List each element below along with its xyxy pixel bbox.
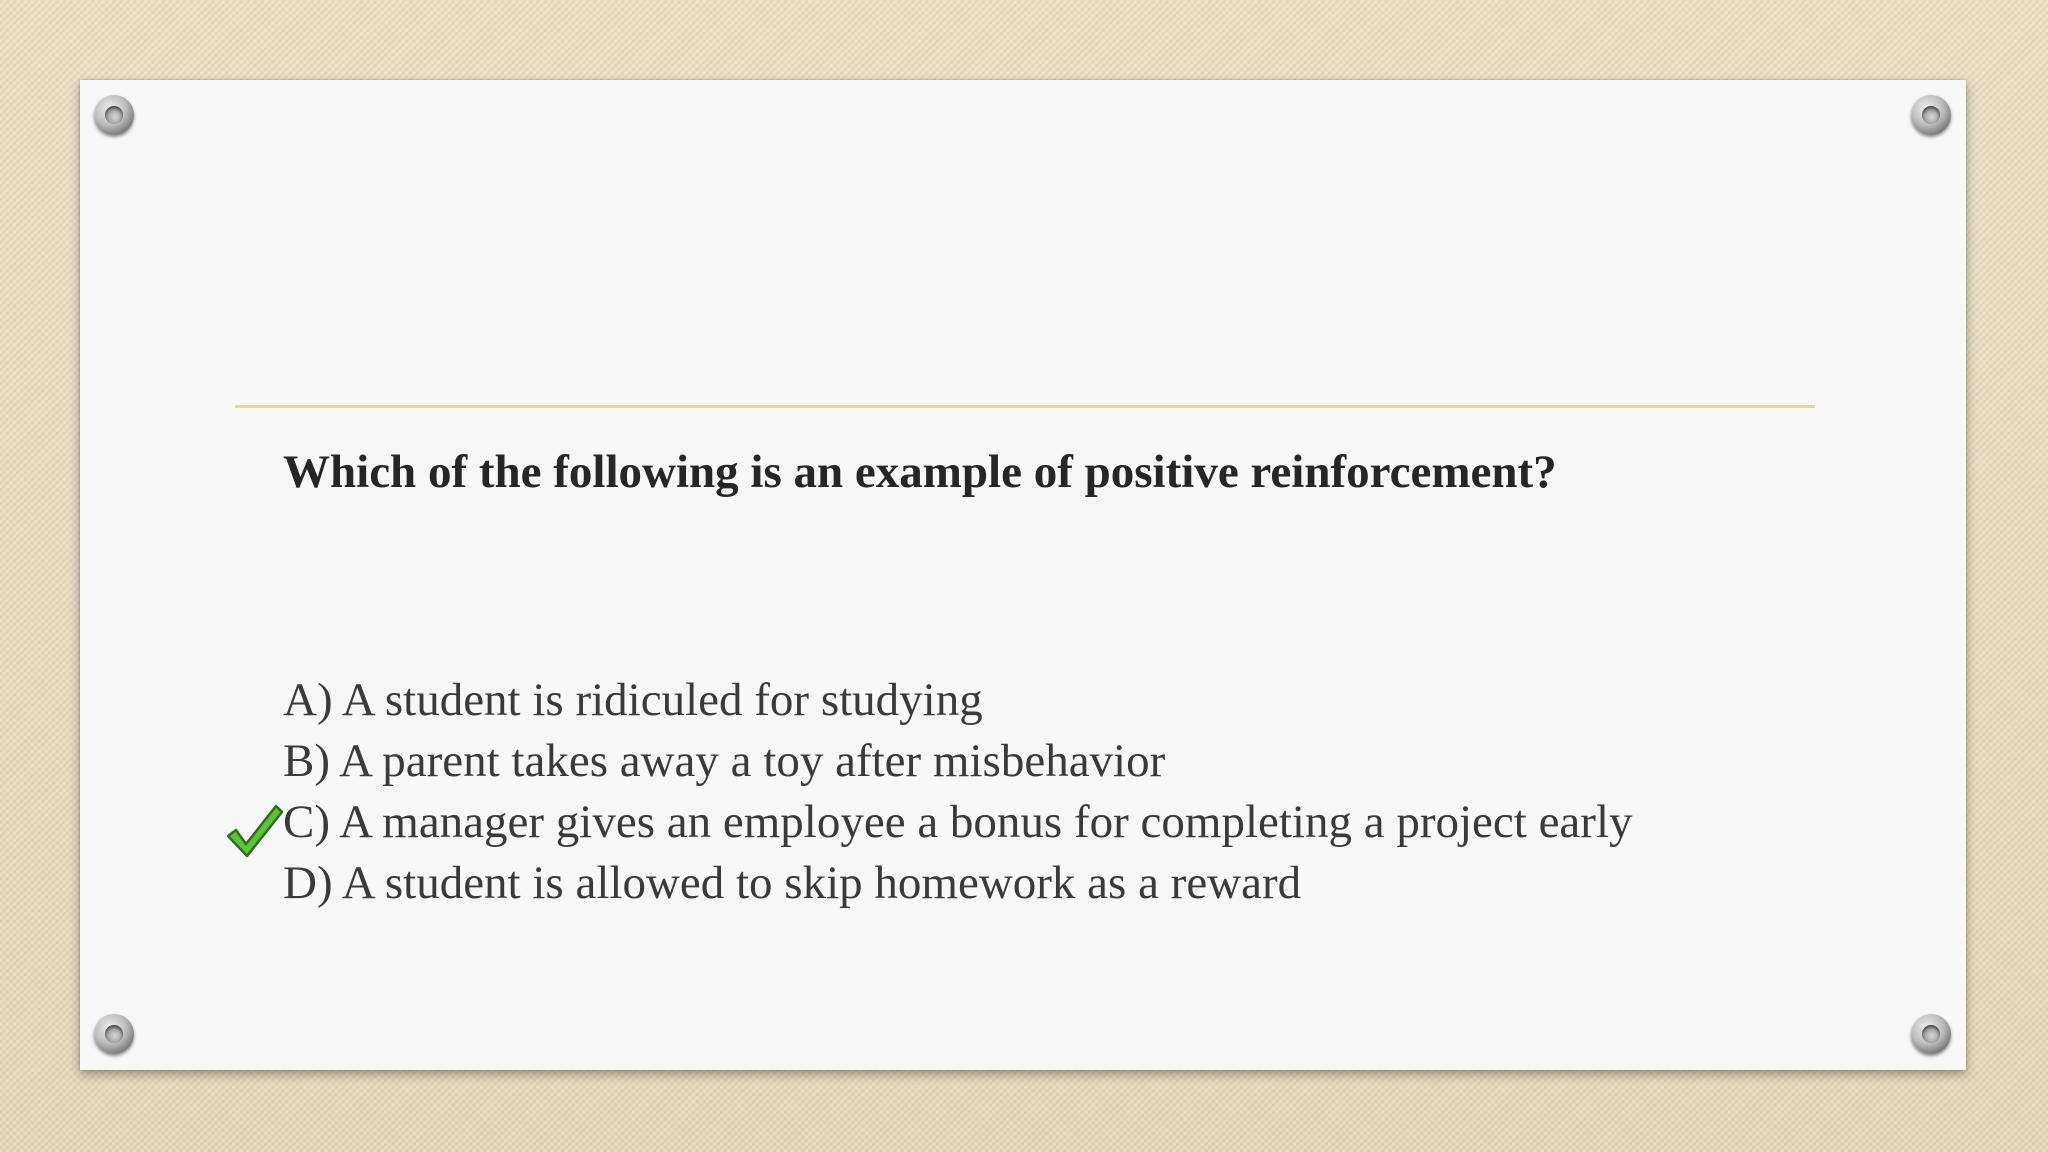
grommet-bottom-right-icon <box>1911 1014 1951 1054</box>
option-a: A) A student is ridiculed for studying <box>283 674 983 726</box>
option-d: D) A student is allowed to skip homework as a reward <box>283 857 1302 909</box>
option-b: B) A parent takes away a toy after misbehavior <box>283 735 1166 787</box>
grommet-top-right-icon <box>1911 95 1951 135</box>
option-c-correct: C) A manager gives an employee a bonus for completing a project early <box>283 796 1633 848</box>
answer-options-list <box>283 670 1633 914</box>
grommet-top-left-icon <box>94 95 134 135</box>
question-text: Which of the following is an example of positive reinforcement? <box>283 446 1557 498</box>
slide-card <box>80 80 1966 1070</box>
title-divider <box>235 405 1815 408</box>
checkmark-icon <box>222 798 286 862</box>
grommet-bottom-left-icon <box>94 1014 134 1054</box>
